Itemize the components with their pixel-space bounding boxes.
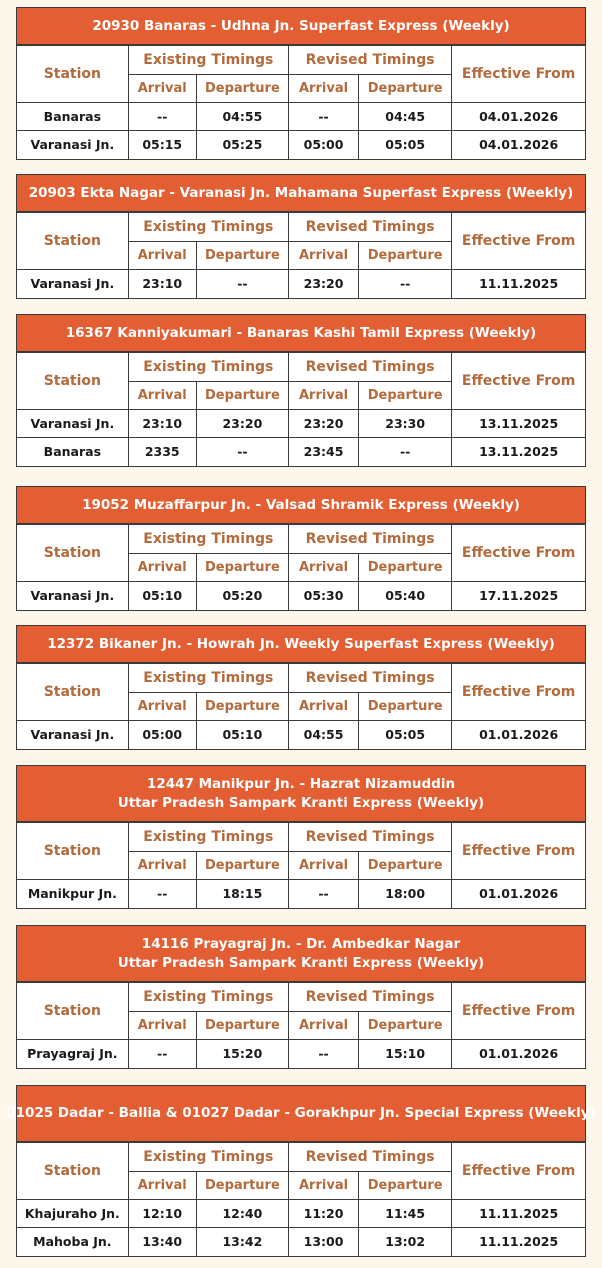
train-title-line: Uttar Pradesh Sampark Kranti Express (Weekly) (117, 794, 485, 811)
station-cell: Banaras (17, 438, 128, 466)
existing-timings-header: Existing Timings (128, 664, 288, 693)
revised-timings-header: Revised Timings (288, 983, 451, 1012)
existing-arrival-cell: -- (128, 103, 196, 131)
existing-departure-cell: 05:10 (196, 721, 288, 749)
revised-arrival-header: Arrival (288, 75, 358, 103)
timing-table (17, 822, 585, 908)
existing-departure-cell: 15:20 (196, 1040, 288, 1068)
existing-departure-header: Departure (196, 242, 288, 270)
revised-departure-header: Departure (359, 554, 452, 582)
existing-arrival-cell: 23:10 (128, 410, 196, 438)
effective-from-header: Effective From (452, 823, 585, 880)
timing-table (17, 982, 585, 1068)
existing-departure-header: Departure (196, 75, 288, 103)
table-row (17, 103, 585, 131)
revised-arrival-header: Arrival (288, 242, 358, 270)
table-row (17, 438, 585, 466)
revised-timings-header: Revised Timings (288, 823, 451, 852)
timing-table (17, 45, 585, 159)
train-title (17, 175, 585, 212)
existing-timings-header: Existing Timings (128, 353, 288, 382)
existing-arrival-header: Arrival (128, 1012, 196, 1040)
revised-departure-cell: 23:30 (359, 410, 452, 438)
existing-departure-cell: 04:55 (196, 103, 288, 131)
station-cell: Manikpur Jn. (17, 880, 128, 908)
table-row (17, 721, 585, 749)
existing-arrival-cell: -- (128, 1040, 196, 1068)
train-title-line: 12372 Bikaner Jn. - Howrah Jn. Weekly Superfast Express (Weekly) (47, 635, 555, 652)
train-title-line: 20903 Ekta Nagar - Varanasi Jn. Mahamana Superfast Express (Weekly) (28, 184, 574, 201)
effective-date-cell: 04.01.2026 (452, 103, 585, 131)
effective-from-header: Effective From (452, 353, 585, 410)
train-timetable-card (6, 1085, 596, 1257)
existing-departure-header: Departure (196, 382, 288, 410)
revised-departure-header: Departure (359, 1172, 452, 1200)
station-cell: Varanasi Jn. (17, 582, 128, 610)
effective-date-cell: 01.01.2026 (452, 880, 585, 908)
revised-departure-header: Departure (359, 75, 452, 103)
effective-from-header: Effective From (452, 46, 585, 103)
table-row (17, 410, 585, 438)
existing-arrival-cell: 2335 (128, 438, 196, 466)
effective-date-cell: 04.01.2026 (452, 131, 585, 159)
existing-departure-header: Departure (196, 852, 288, 880)
effective-date-cell: 17.11.2025 (452, 582, 585, 610)
existing-departure-header: Departure (196, 554, 288, 582)
train-title-line: 01025 Dadar - Ballia & 01027 Dadar - Gorakhpur Jn. Special Express (Weekly) (6, 1105, 596, 1121)
revised-departure-header: Departure (359, 382, 452, 410)
revised-timings-header: Revised Timings (288, 1143, 451, 1172)
existing-arrival-header: Arrival (128, 382, 196, 410)
station-cell: Varanasi Jn. (17, 270, 128, 298)
timing-table (17, 352, 585, 466)
existing-departure-header: Departure (196, 693, 288, 721)
existing-departure-cell: 05:20 (196, 582, 288, 610)
timing-table (17, 212, 585, 298)
station-header: Station (17, 525, 128, 582)
revised-arrival-cell: -- (288, 1040, 358, 1068)
effective-date-cell: 13.11.2025 (452, 438, 585, 466)
station-header: Station (17, 664, 128, 721)
train-title-line: Uttar Pradesh Sampark Kranti Express (Weekly) (117, 954, 485, 971)
existing-departure-header: Departure (196, 1012, 288, 1040)
table-row (17, 131, 585, 159)
train-title-line: 20930 Banaras - Udhna Jn. Superfast Express (Weekly) (92, 17, 510, 34)
train-timetable-card (16, 7, 586, 160)
revised-arrival-cell: 04:55 (288, 721, 358, 749)
station-header: Station (17, 46, 128, 103)
effective-from-header: Effective From (452, 525, 585, 582)
revised-arrival-cell: 23:20 (288, 410, 358, 438)
station-cell: Varanasi Jn. (17, 410, 128, 438)
revised-departure-cell: 15:10 (359, 1040, 452, 1068)
existing-arrival-cell: -- (128, 880, 196, 908)
train-title (17, 487, 585, 524)
train-timetable-card (16, 625, 586, 750)
revised-arrival-cell: 23:45 (288, 438, 358, 466)
station-header: Station (17, 213, 128, 270)
station-cell: Mahoba Jn. (17, 1228, 128, 1256)
train-timetable-card (16, 486, 586, 611)
existing-arrival-cell: 23:10 (128, 270, 196, 298)
existing-timings-header: Existing Timings (128, 213, 288, 242)
existing-timings-header: Existing Timings (128, 1143, 288, 1172)
station-cell: Khajuraho Jn. (17, 1200, 128, 1228)
train-timetable-card (16, 765, 586, 909)
revised-arrival-header: Arrival (288, 1012, 358, 1040)
existing-timings-header: Existing Timings (128, 46, 288, 75)
revised-timings-header: Revised Timings (288, 46, 451, 75)
existing-arrival-cell: 05:00 (128, 721, 196, 749)
effective-date-cell: 13.11.2025 (452, 410, 585, 438)
revised-arrival-cell: 13:00 (288, 1228, 358, 1256)
table-row (17, 880, 585, 908)
train-title (17, 626, 585, 663)
existing-arrival-cell: 13:40 (128, 1228, 196, 1256)
existing-arrival-header: Arrival (128, 242, 196, 270)
existing-arrival-header: Arrival (128, 693, 196, 721)
station-header: Station (17, 823, 128, 880)
effective-from-header: Effective From (452, 664, 585, 721)
revised-arrival-cell: -- (288, 880, 358, 908)
revised-departure-cell: -- (359, 270, 452, 298)
effective-date-cell: 01.01.2026 (452, 721, 585, 749)
revised-arrival-cell: 05:00 (288, 131, 358, 159)
station-cell: Varanasi Jn. (17, 721, 128, 749)
existing-arrival-cell: 05:10 (128, 582, 196, 610)
revised-departure-cell: 05:05 (359, 131, 452, 159)
timing-table (17, 524, 585, 610)
table-row (17, 1228, 585, 1256)
timing-table (17, 1142, 585, 1256)
existing-departure-cell: -- (196, 438, 288, 466)
revised-departure-header: Departure (359, 242, 452, 270)
revised-arrival-cell: 11:20 (288, 1200, 358, 1228)
revised-departure-header: Departure (359, 1012, 452, 1040)
station-header: Station (17, 1143, 128, 1200)
train-title-line: 14116 Prayagraj Jn. - Dr. Ambedkar Nagar (141, 935, 461, 952)
revised-arrival-cell: -- (288, 103, 358, 131)
existing-departure-cell: -- (196, 270, 288, 298)
effective-date-cell: 01.01.2026 (452, 1040, 585, 1068)
revised-departure-cell: 18:00 (359, 880, 452, 908)
revised-departure-cell: -- (359, 438, 452, 466)
effective-date-cell: 11.11.2025 (452, 1228, 585, 1256)
table-row (17, 270, 585, 298)
table-row (17, 1200, 585, 1228)
effective-date-cell: 11.11.2025 (452, 270, 585, 298)
train-timetable-card (16, 925, 586, 1069)
revised-arrival-header: Arrival (288, 1172, 358, 1200)
revised-timings-header: Revised Timings (288, 664, 451, 693)
existing-departure-cell: 18:15 (196, 880, 288, 908)
train-title (17, 926, 585, 982)
revised-arrival-cell: 05:30 (288, 582, 358, 610)
table-row (17, 582, 585, 610)
revised-departure-cell: 05:05 (359, 721, 452, 749)
effective-date-cell: 11.11.2025 (452, 1200, 585, 1228)
station-cell: Banaras (17, 103, 128, 131)
revised-departure-header: Departure (359, 852, 452, 880)
revised-arrival-header: Arrival (288, 554, 358, 582)
station-cell: Prayagraj Jn. (17, 1040, 128, 1068)
train-title-line: 12447 Manikpur Jn. - Hazrat Nizamuddin (146, 775, 456, 792)
existing-arrival-header: Arrival (128, 1172, 196, 1200)
revised-departure-cell: 05:40 (359, 582, 452, 610)
train-timetable-card (16, 174, 586, 299)
train-title (17, 766, 585, 822)
train-title-line: 16367 Kanniyakumari - Banaras Kashi Tamil Express (Weekly) (65, 324, 537, 341)
revised-timings-header: Revised Timings (288, 525, 451, 554)
existing-arrival-header: Arrival (128, 554, 196, 582)
revised-arrival-header: Arrival (288, 852, 358, 880)
revised-timings-header: Revised Timings (288, 353, 451, 382)
effective-from-header: Effective From (452, 1143, 585, 1200)
existing-arrival-cell: 05:15 (128, 131, 196, 159)
revised-arrival-cell: 23:20 (288, 270, 358, 298)
revised-departure-cell: 11:45 (359, 1200, 452, 1228)
revised-arrival-header: Arrival (288, 693, 358, 721)
revised-timings-header: Revised Timings (288, 213, 451, 242)
existing-arrival-header: Arrival (128, 852, 196, 880)
train-title (17, 315, 585, 352)
existing-departure-cell: 13:42 (196, 1228, 288, 1256)
train-timetable-card (16, 314, 586, 467)
train-title (6, 1086, 596, 1142)
train-title (17, 8, 585, 45)
effective-from-header: Effective From (452, 213, 585, 270)
revised-departure-header: Departure (359, 693, 452, 721)
revised-arrival-header: Arrival (288, 382, 358, 410)
existing-departure-cell: 23:20 (196, 410, 288, 438)
existing-departure-cell: 12:40 (196, 1200, 288, 1228)
existing-arrival-header: Arrival (128, 75, 196, 103)
station-cell: Varanasi Jn. (17, 131, 128, 159)
station-header: Station (17, 983, 128, 1040)
existing-timings-header: Existing Timings (128, 823, 288, 852)
revised-departure-cell: 04:45 (359, 103, 452, 131)
effective-from-header: Effective From (452, 983, 585, 1040)
existing-timings-header: Existing Timings (128, 983, 288, 1012)
station-header: Station (17, 353, 128, 410)
existing-arrival-cell: 12:10 (128, 1200, 196, 1228)
existing-departure-header: Departure (196, 1172, 288, 1200)
table-row (17, 1040, 585, 1068)
train-title-line: 19052 Muzaffarpur Jn. - Valsad Shramik Express (Weekly) (82, 496, 520, 513)
timing-table (17, 663, 585, 749)
existing-departure-cell: 05:25 (196, 131, 288, 159)
existing-timings-header: Existing Timings (128, 525, 288, 554)
revised-departure-cell: 13:02 (359, 1228, 452, 1256)
